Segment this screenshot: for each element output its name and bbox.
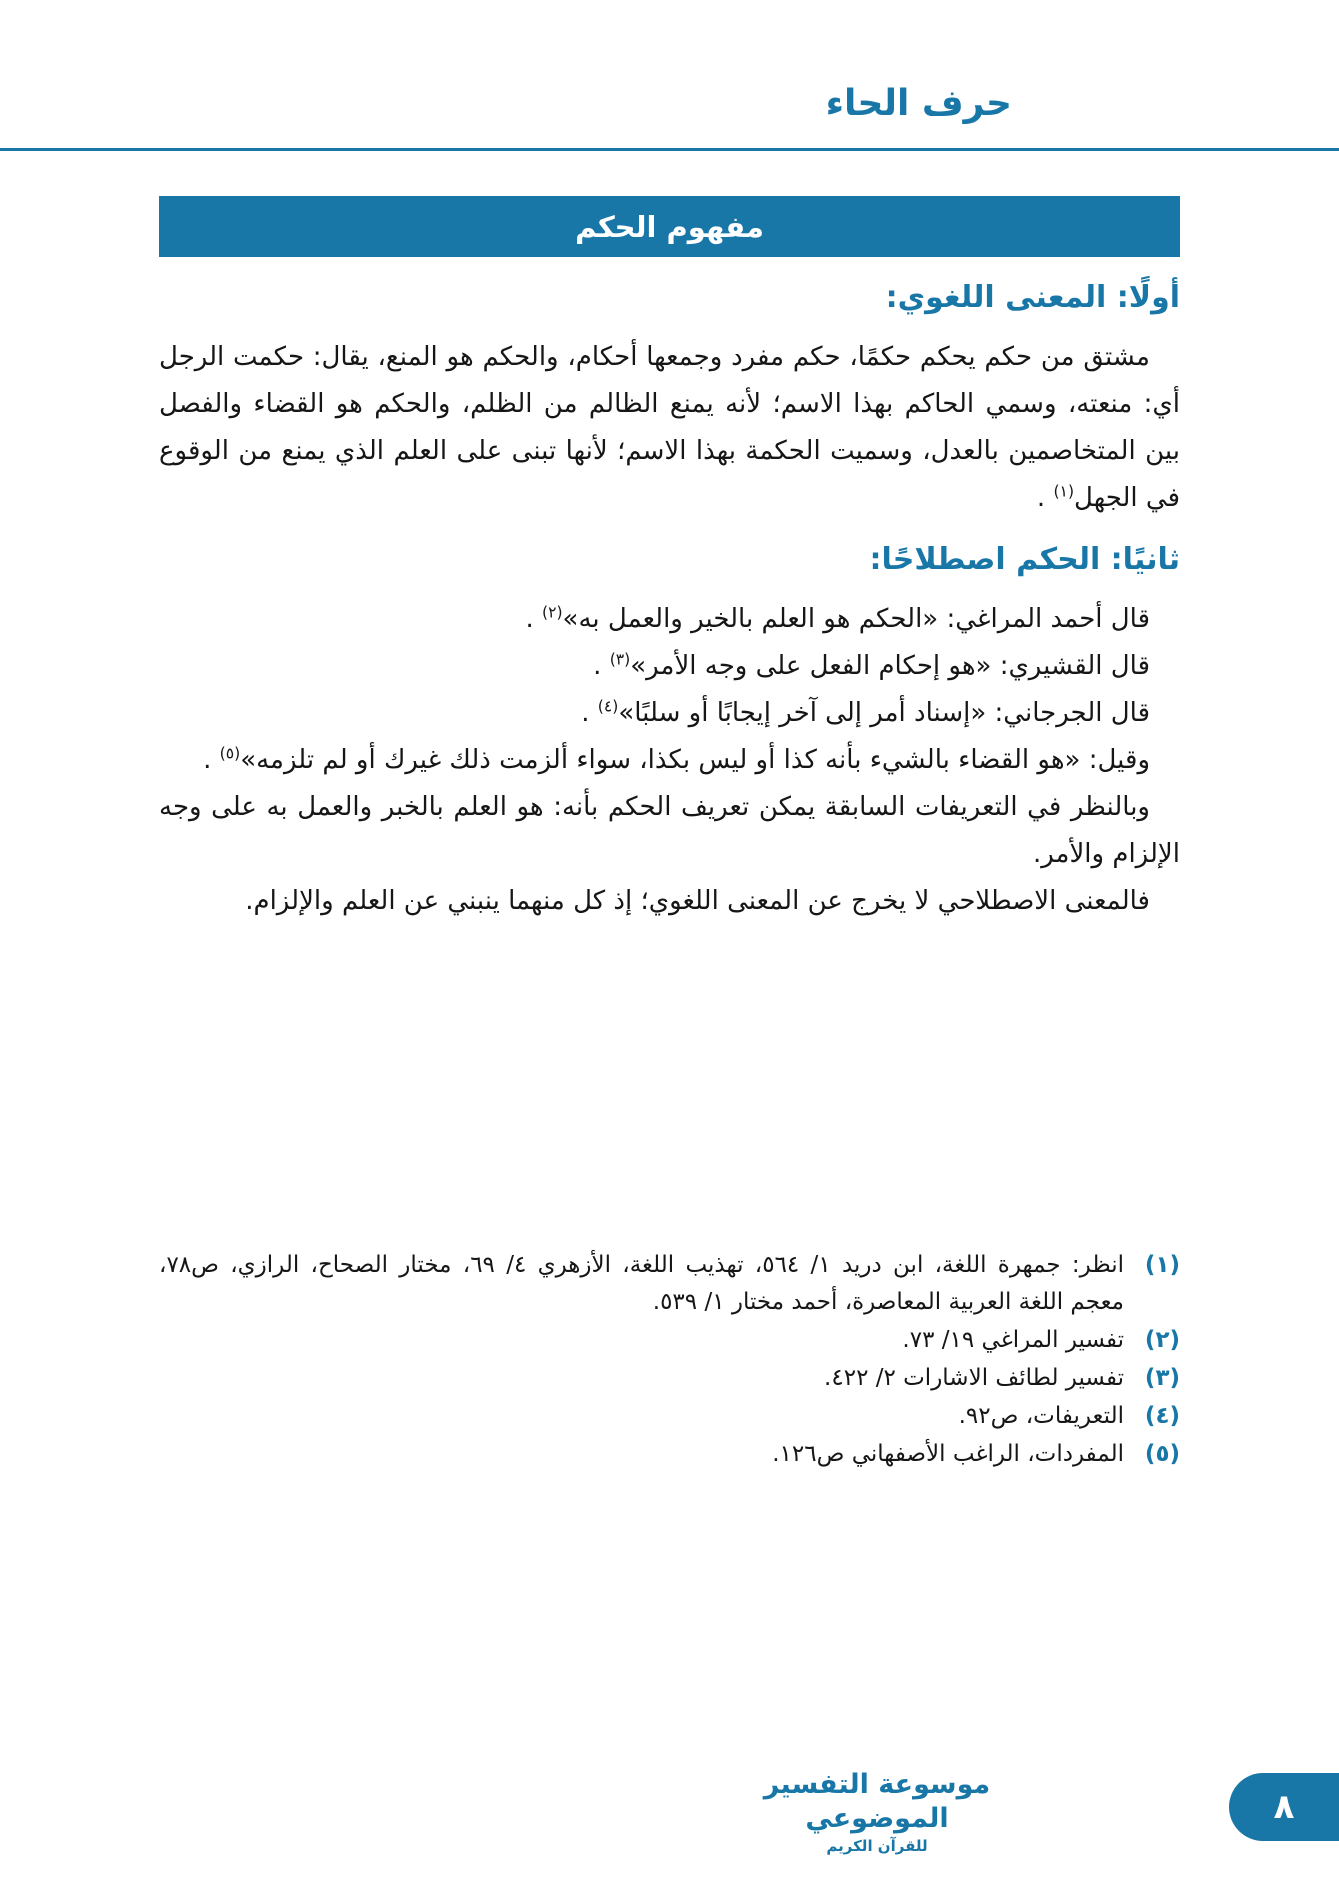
footnote-marker: (٥) [1144, 1441, 1180, 1467]
quote-period: . [525, 604, 542, 634]
footnote-item [159, 1436, 1180, 1473]
footnote-item [159, 1398, 1180, 1435]
paragraph-text: مشتق من حكم يحكم حكمًا، حكم مفرد وجمعها أحكام، والحكم هو المنع، يقال: حكمت الرجل أي: منعته، وسمي الحاكم بهذا الاسم؛ لأنه يمنع الظالم من الظلم، والحكم هو القضاء والفصل بين المتخاصمين بالعدل، وسميت الحكمة بهذا الاسم؛ لأنها تبنى على العلم الذي يمنع من الوقوع في الجهل [159, 342, 1180, 513]
footnote-ref-5: (٥) [219, 744, 241, 763]
footnote-item [159, 1322, 1180, 1359]
footnote-text: المفردات، الراغب الأصفهاني ص١٢٦. [772, 1441, 1124, 1467]
paragraph-conclusion [159, 878, 1180, 925]
quote-text: وقيل: «هو القضاء بالشيء بأنه كذا أو ليس بكذا، سواء ألزمت ذلك غيرك أو لم تلزمه» [240, 745, 1150, 775]
paragraph-linguistic-meaning [159, 334, 1180, 522]
chapter-header: حرف الحاء [825, 83, 1012, 124]
paragraph-definition-summary [159, 784, 1180, 878]
heading-terminological-meaning: ثانيًا: الحكم اصطلاحًا: [869, 542, 1180, 577]
footnote-text: تفسير لطائف الاشارات ٢/ ٤٢٢. [824, 1365, 1124, 1391]
footnote-text: التعريفات، ص٩٢. [958, 1403, 1124, 1429]
footnote-ref-1: (١) [1053, 482, 1075, 501]
footnote-ref-4: (٤) [597, 697, 619, 716]
page-number-tab [1229, 1773, 1339, 1841]
quote-text: قال أحمد المراغي: «الحكم هو العلم بالخير والعمل به» [562, 604, 1150, 634]
footnotes-section [159, 1247, 1180, 1474]
quote-qushayri [159, 643, 1180, 690]
page-content [159, 276, 1180, 925]
publisher-logo-title: موسوعة التفسير الموضوعي [763, 1769, 991, 1834]
quote-text: قال الجرجاني: «إسناد أمر إلى آخر إيجابًا أو سلبًا» [618, 698, 1150, 728]
section-title: مفهوم الحكم [575, 209, 764, 244]
page-number: ٨ [1273, 1787, 1295, 1827]
paragraph-period: . [1036, 483, 1054, 513]
heading-linguistic-meaning: أولًا: المعنى اللغوي: [885, 280, 1180, 315]
header-rule [0, 148, 1339, 151]
publisher-logo-subtitle: للقرآن الكريم [826, 1837, 928, 1855]
footnote-item [159, 1360, 1180, 1397]
quote-maraghi [159, 596, 1180, 643]
paragraph-text: وبالنظر في التعريفات السابقة يمكن تعريف الحكم بأنه: هو العلم بالخبر والعمل به على وجه الإلزام والأمر. [159, 792, 1180, 869]
publisher-logo [747, 1768, 1007, 1856]
quote-period: . [581, 698, 598, 728]
footnote-marker: (٢) [1144, 1327, 1180, 1353]
quote-jurjani [159, 690, 1180, 737]
paragraph-text: فالمعنى الاصطلاحي لا يخرج عن المعنى اللغوي؛ إذ كل منهما ينبني عن العلم والإلزام. [245, 886, 1150, 916]
footnote-marker: (٣) [1144, 1365, 1180, 1391]
footnote-text: انظر: جمهرة اللغة، ابن دريد ١/ ٥٦٤، تهذيب اللغة، الأزهري ٤/ ٦٩، مختار الصحاح، الرازي، ص٧٨، معجم اللغة العربية المعاصرة، أحمد مختار ١/ ٥٣٩. [159, 1252, 1125, 1315]
quote-anonymous [159, 737, 1180, 784]
quote-text: قال القشيري: «هو إحكام الفعل على وجه الأمر» [630, 651, 1150, 681]
footnote-item [159, 1247, 1180, 1321]
quote-period: . [593, 651, 610, 681]
footnote-ref-3: (٣) [609, 650, 631, 669]
footnote-ref-2: (٢) [541, 603, 563, 622]
footnote-marker: (٤) [1144, 1403, 1180, 1429]
footnote-text: تفسير المراغي ١٩/ ٧٣. [902, 1327, 1124, 1353]
footnote-marker: (١) [1144, 1252, 1180, 1278]
quote-period: . [203, 745, 220, 775]
section-title-bar [159, 196, 1180, 257]
